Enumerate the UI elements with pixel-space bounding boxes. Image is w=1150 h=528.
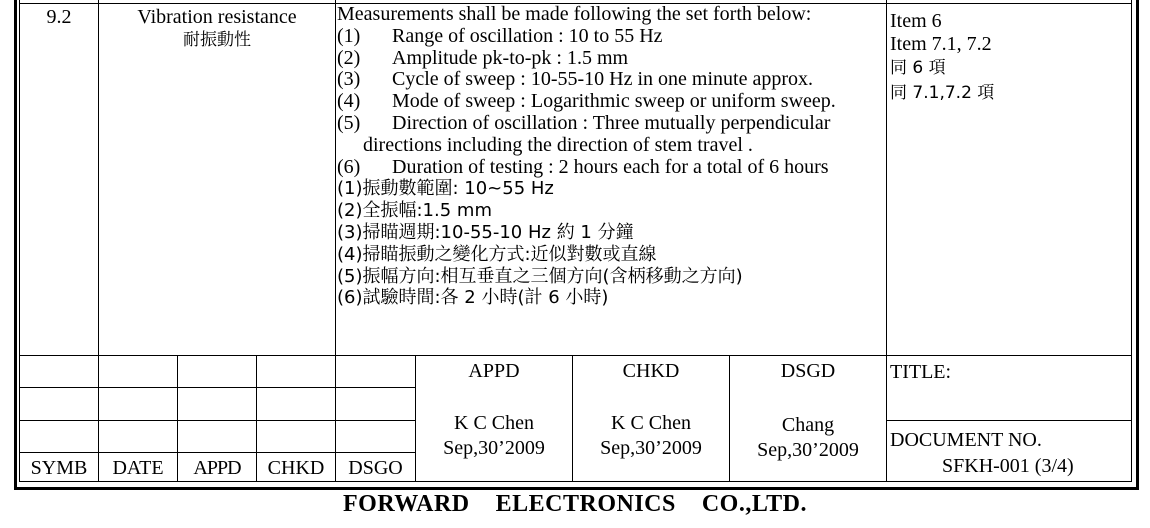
approval-date-dsgd: Sep,30’2009 — [757, 439, 859, 461]
measurement-line: (6) Duration of testing : 2 hours each for a total of 6 hours — [337, 155, 829, 178]
outer-border-bottom — [14, 487, 1139, 490]
measurement-zh-line: (3)掃瞄週期:10-55-10 Hz 約 1 分鐘 — [337, 221, 634, 243]
measurement-conditions — [337, 4, 885, 309]
col-divider-3 — [886, 0, 887, 482]
col-divider-1 — [98, 0, 99, 482]
ref-item: 同 6 項 — [890, 58, 946, 78]
inner-border-right — [1131, 0, 1132, 482]
row-number: 9.2 — [46, 6, 72, 28]
approval-name-appd: K C Chen — [454, 412, 534, 434]
ref-item: 同 7.1,7.2 項 — [890, 83, 995, 103]
measurement-zh-line: (2)全振幅:1.5 mm — [337, 200, 492, 222]
col-divider-2 — [335, 0, 336, 482]
rev-header-dsgo: DSGO — [348, 457, 403, 479]
rev-header-appd: APPD — [193, 457, 241, 479]
inner-border-bottom — [19, 481, 1132, 482]
rev-header-date: DATE — [112, 457, 164, 479]
measurement-line: directions including the direction of stem travel . — [363, 133, 753, 156]
measurement-line: (3) Cycle of sweep : 10-55-10 Hz in one minute approx. — [337, 68, 814, 91]
inner-border-left — [19, 0, 20, 482]
approval-name-dsgd: Chang — [781, 414, 835, 436]
title-block-top — [19, 355, 1132, 356]
rev-row-1 — [19, 387, 416, 388]
approval-role-dsgd: DSGD — [780, 360, 836, 382]
measurement-line: (2) Amplitude pk-to-pk : 1.5 mm — [337, 46, 629, 69]
approval-date-appd: Sep,30’2009 — [443, 437, 545, 459]
approval-date-chkd: Sep,30’2009 — [600, 437, 702, 459]
rev-header-symb: SYMB — [30, 457, 88, 479]
document-number: SFKH-001 (3/4) — [942, 455, 1074, 477]
document-label: DOCUMENT NO. — [890, 429, 1042, 451]
approval-role-chkd: CHKD — [622, 360, 680, 382]
item-name-en: Vibration resistance — [137, 6, 297, 28]
outer-border-right — [1136, 0, 1139, 490]
measurement-line: (5) Direction of oscillation : Three mutually perpendicular — [337, 111, 831, 134]
measurement-zh-line: (1)振動數範圍: 10~55 Hz — [337, 178, 554, 200]
title-label: TITLE: — [890, 361, 952, 383]
item-name-zh: 耐振動性 — [183, 30, 251, 50]
ref-item: Item 7.1, 7.2 — [890, 33, 992, 55]
rev-header-chkd: CHKD — [267, 457, 325, 479]
ref-item: Item 6 — [890, 10, 942, 32]
company-name: FORWARD ELECTRONICS CO.,LTD. — [342, 491, 807, 517]
title-doc-divider — [886, 420, 1132, 421]
measurement-zh-line: (4)掃瞄振動之變化方式:近似對數或直線 — [337, 243, 657, 265]
approval-name-chkd: K C Chen — [611, 412, 691, 434]
rev-row-2 — [19, 420, 416, 421]
measurement-intro: Measurements shall be made following the set forth below: — [337, 3, 812, 25]
rev-row-3 — [19, 452, 416, 453]
outer-border-left — [14, 0, 17, 490]
measurement-line: (1) Range of oscillation : 10 to 55 Hz — [337, 24, 663, 47]
approval-role-appd: APPD — [468, 360, 520, 382]
measurement-zh-line: (6)試驗時間:各 2 小時(計 6 小時) — [337, 287, 609, 309]
measurement-line: (4) Mode of sweep : Logarithmic sweep or uniform sweep. — [337, 90, 836, 113]
measurement-zh-line: (5)振幅方向:相互垂直之三個方向(含柄移動之方向) — [337, 265, 743, 287]
